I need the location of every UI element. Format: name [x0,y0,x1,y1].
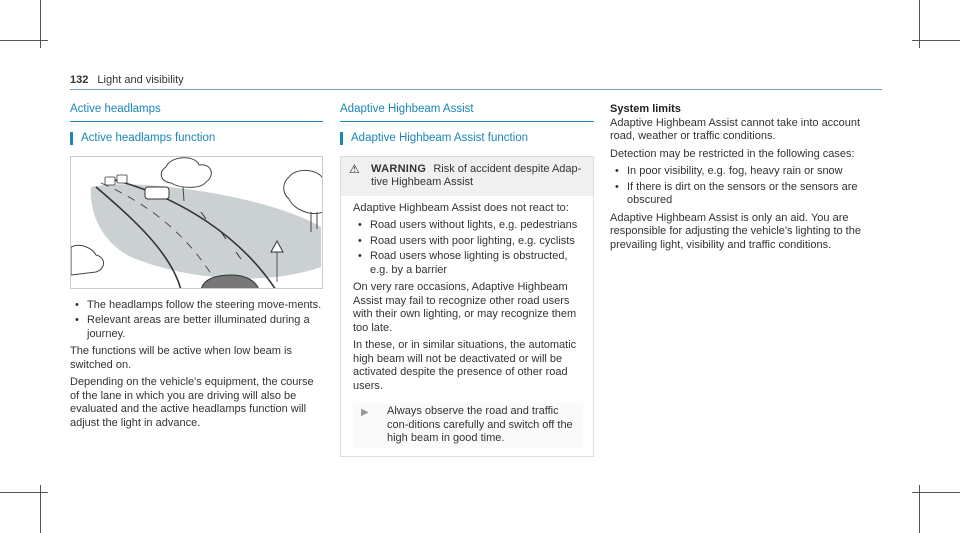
paragraph: Adaptive Highbeam Assist is only an aid. You are responsible for adjusting the vehicle's lighting to the prevailing light, visibility and traffic conditions. [610,211,861,251]
list-item: • Road users whose lighting is obstructed, e.g. by a barrier [353,250,583,277]
paragraph: On very rare occasions, Adaptive Highbeam Assist may fail to recognize other road users with their own lighting, or may recognize them too late. [353,281,577,334]
list-item: • Road users with poor lighting, e.g. cyclists [353,235,583,249]
section-name: Light and visibility [97,74,184,86]
list-item: • If there is dirt on the sensors or the sensors are obscured [610,181,872,208]
column-active-headlamps [70,103,323,434]
subsection-title: Active headlamps function [70,132,323,145]
arrow-right-icon: ▶ [361,407,369,418]
system-limits-heading: System limits [610,103,681,115]
section-title: Active headlamps [70,103,323,122]
list-item: • Relevant areas are better illuminated during a journey. [70,314,323,341]
note-text: Always observe the road and traffic con-ditions carefully and switch off the high beam in good time. [387,405,573,444]
page-header [70,74,184,86]
warning-header [341,157,593,196]
warning-triangle-icon: ⚠ [349,161,360,176]
limits-list [610,165,872,208]
feature-list [70,299,323,342]
section-title: Adaptive Highbeam Assist [340,103,594,122]
list-item: • The headlamps follow the steering move-ments. [70,299,323,313]
list-item: • In poor visibility, e.g. fog, heavy rain or snow [610,165,872,179]
header-rule [70,89,882,90]
subsection-title: Adaptive Highbeam Assist function [340,132,594,145]
paragraph: The functions will be active when low beam is switched on. [70,345,292,371]
paragraph: Detection may be restricted in the following cases: [610,147,855,160]
paragraph: In these, or in similar situations, the automatic high beam will not be deactivated or will be activated despite the presence of other road users. [353,339,577,392]
paragraph: Adaptive Highbeam Assist cannot take into account road, weather or traffic conditions. [610,116,861,142]
crop-mark [0,492,48,493]
action-note [353,403,583,448]
crop-mark [912,492,960,493]
list-item: • Road users without lights, e.g. pedestrians [353,219,583,233]
page-number: 132 [70,74,89,86]
paragraph: Depending on the vehicle's equipment, the course of the lane in which you are driving will also be evaluated and the active headlamps function will adjust the light in advance. [70,376,314,429]
paragraph: Adaptive Highbeam Assist does not react to: [353,201,569,214]
column-system-limits [610,103,872,256]
warning-label: WARNING [371,162,427,175]
crop-mark [0,40,48,41]
crop-mark [912,40,960,41]
warning-body [341,196,593,456]
warning-heading: Risk of accident despite Adap-tive Highbeam Assist [371,162,582,188]
headlamp-illustration [70,156,323,289]
column-highbeam-assist [340,103,594,457]
warning-box [340,156,594,457]
warning-list [353,219,583,277]
